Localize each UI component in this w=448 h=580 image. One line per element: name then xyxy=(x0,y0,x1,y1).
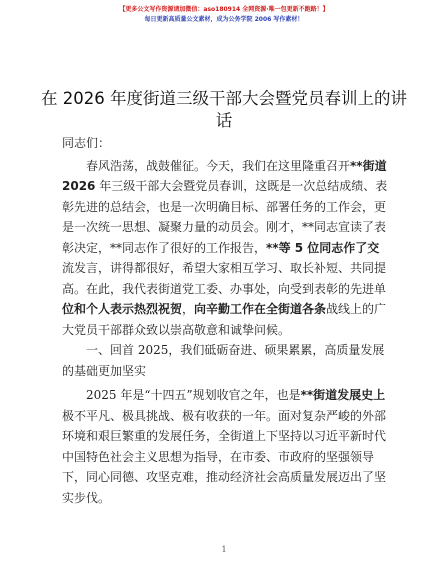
bold-text-run: 位和个人表示热烈祝贺 xyxy=(62,302,183,316)
bold-text-run: 向辛勤工作在全街道各条 xyxy=(194,302,327,316)
text-run: 极不平凡、极具挑战、极有收获的一年。面对复杂严峻的外部环境和艰巨繁重的发展任务，全街道上下坚持以习近平新时代中国特色社会主义思想为指导，在市委、市政府的坚强领导下，同心同德、攻坚克难，推动经济社会高质量发展迈出了坚实步伐。 xyxy=(62,408,387,505)
bold-text-run: **等 5 位同志作了交 xyxy=(266,240,380,255)
document-body xyxy=(62,133,388,508)
section-heading-1: 一、回首 2025，我们砥砺奋进、硕果累累，高质量发展的基础更加坚实 xyxy=(62,343,385,378)
page-number: 1 xyxy=(221,545,227,554)
paragraph-opening xyxy=(62,156,388,341)
greeting: 同志们： xyxy=(62,136,111,150)
text-run: 年三级干部大会暨党员春训，这既是一次总结成绩、表彰先进的总结会，也是一次明确目标、部署任务的工作会，更是一次统一思想、凝聚力量的动员会。刚才，**同志宣读了表彰决定，**同志作了很好的工作报告， xyxy=(62,179,388,255)
text-run: 春风浩荡，战鼓催征。今天，我们在这里隆重召开 xyxy=(86,158,351,173)
bold-text-run: **街道 2026 xyxy=(62,158,387,193)
promo-banner-line-2: 每日更新高质量公文素材，成为公务学院 2006 写作素材！ xyxy=(144,16,304,23)
promo-banner xyxy=(0,5,448,25)
text-run: 流发言，讲得都很好，希望大家相互学习、取长补短、共同提高。在此，我代表街道党工委、办事处，向受到表彰的先进单 xyxy=(62,261,387,296)
document-title: 在 2026 年度街道三级干部大会暨党员春训上的讲话 xyxy=(41,89,407,130)
paragraph-review-2025 xyxy=(62,385,388,508)
text-run: ， xyxy=(182,302,195,316)
bold-text-run: **街道发展史上 xyxy=(300,388,386,402)
text-run: 2025 年是“十四五”规划收官之年，也是 xyxy=(86,388,301,402)
promo-banner-line-1: 【更多公文写作资源请加微信：aso180914 全网资源·唯一包更新不跑路！】 xyxy=(119,6,329,13)
text-run: 战线上的广大党员干部群众致以崇高敬意和诚挚问候。 xyxy=(62,302,387,337)
